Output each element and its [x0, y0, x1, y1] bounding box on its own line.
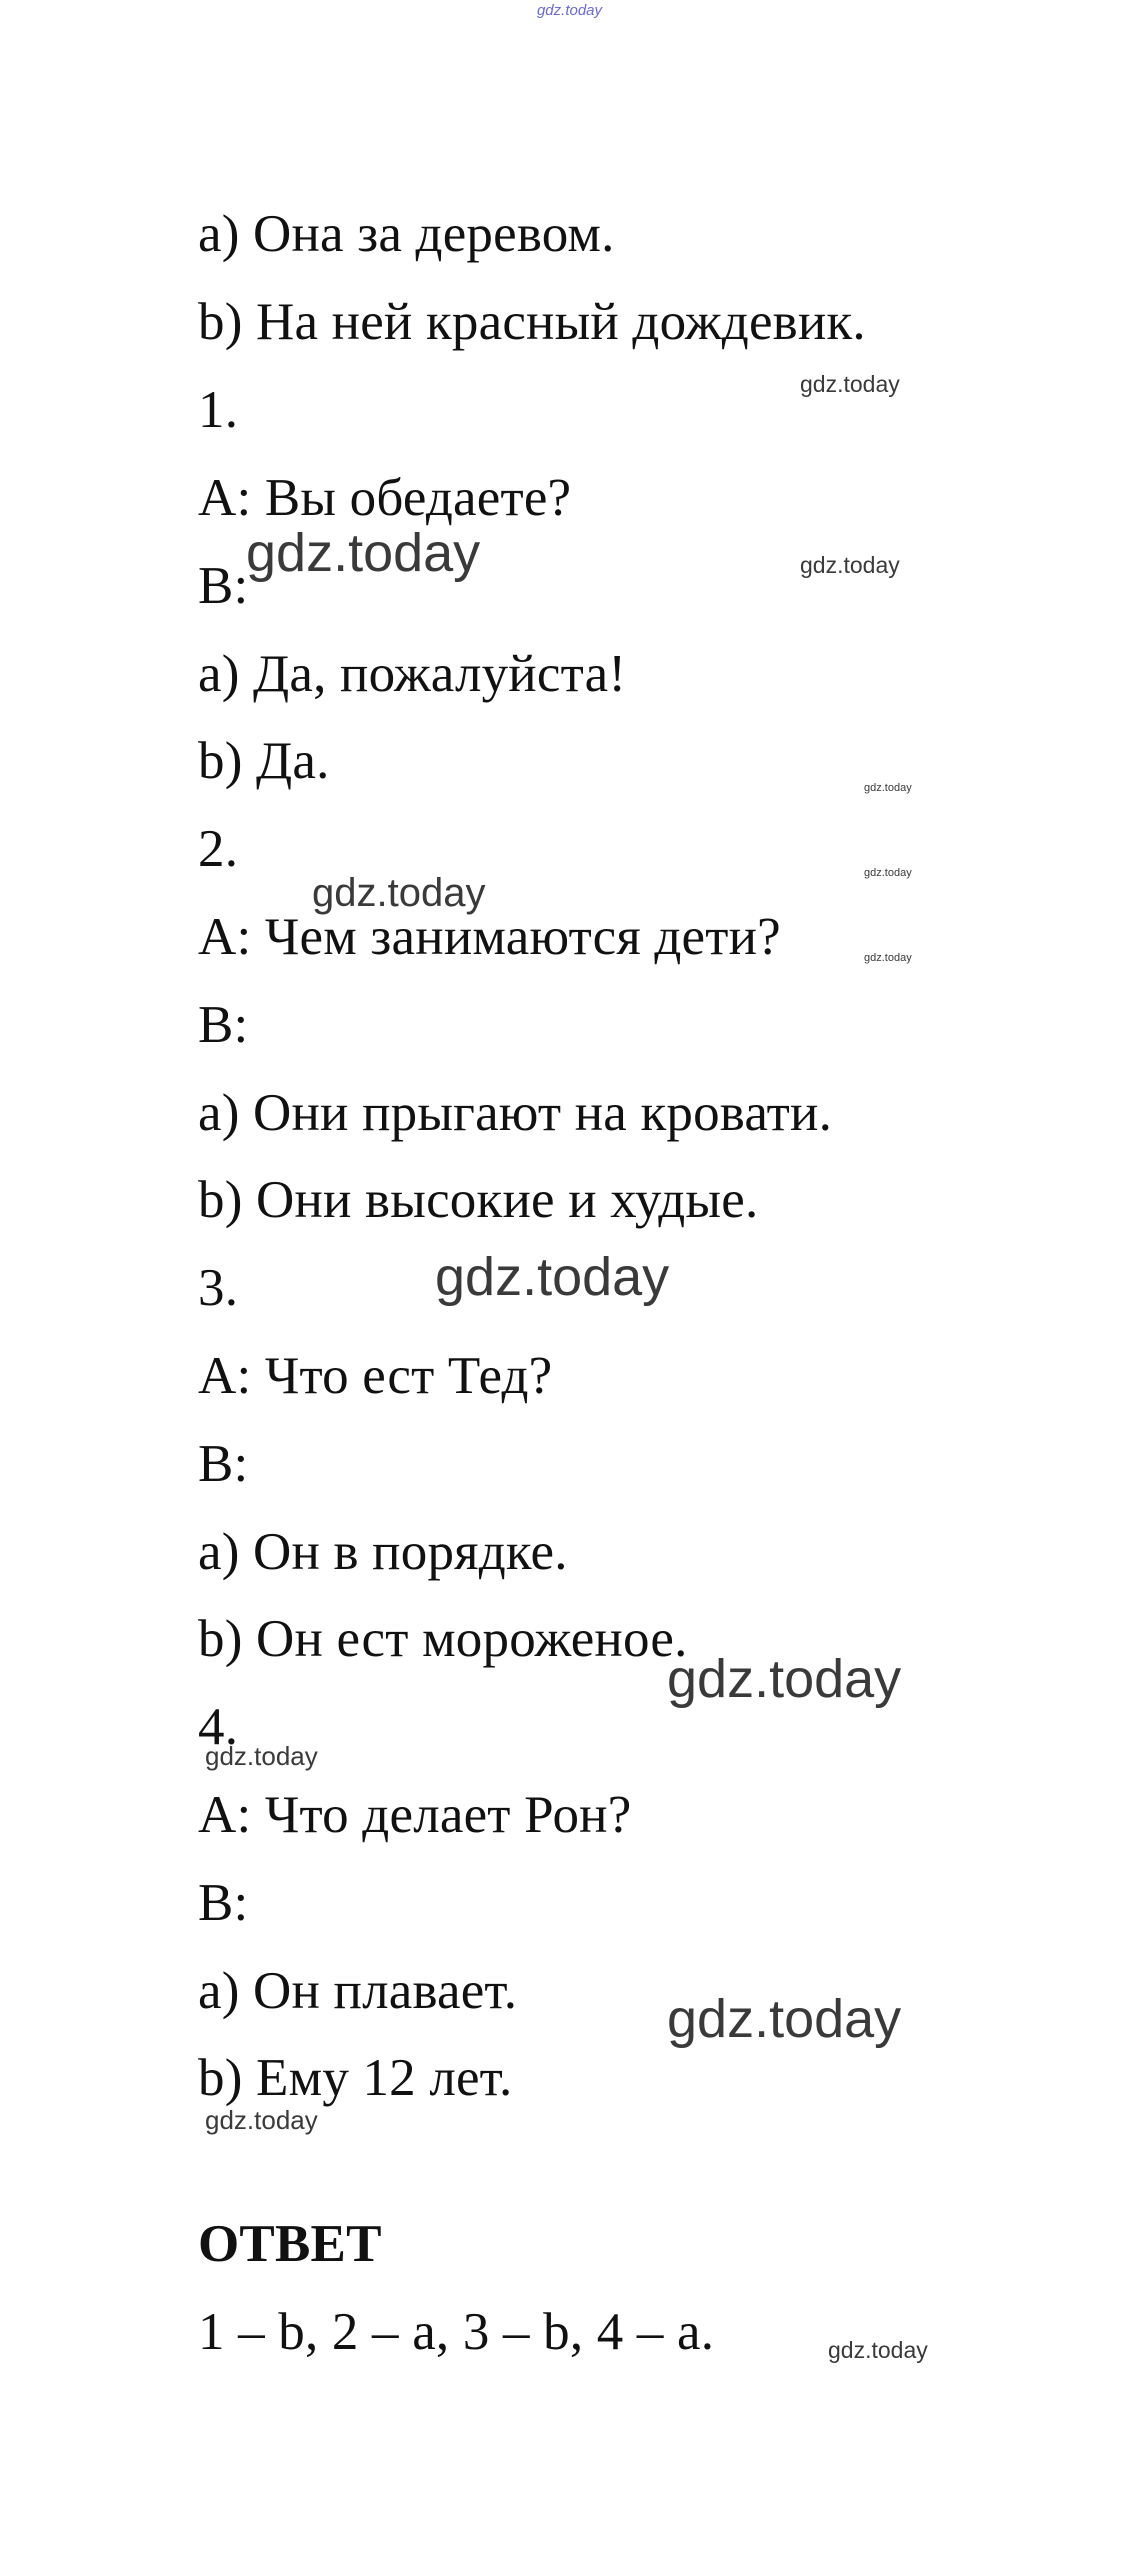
watermark: gdz.today [312, 871, 486, 915]
watermark: gdz.today [800, 552, 900, 578]
option-line: b) Они высокие и худые. [198, 1171, 759, 1229]
option-line: a) Да, пожалуйста! [198, 645, 627, 703]
watermark: gdz.today [864, 867, 912, 879]
watermark: gdz.today [435, 1247, 670, 1307]
watermark: gdz.today [246, 523, 481, 583]
answer-line: 1 – b, 2 – a, 3 – b, 4 – a. [198, 2303, 715, 2361]
watermark: gdz.today [864, 952, 912, 964]
watermark: gdz.today [800, 371, 900, 397]
answer-heading: ОТВЕТ [198, 2215, 382, 2273]
question-line: A: Чем занимаются дети? [198, 908, 781, 966]
question-line: A: Что делает Рон? [198, 1786, 632, 1844]
option-line: a) Они прыгают на кровати. [198, 1084, 833, 1142]
option-line: b) Да. [198, 732, 330, 790]
question-number: 3. [198, 1259, 239, 1317]
header-watermark: gdz.today [536, 2, 603, 19]
response-label: B: [198, 1435, 249, 1493]
watermark: gdz.today [828, 2337, 928, 2363]
option-line: b) Ему 12 лет. [198, 2049, 513, 2107]
question-number: 4. [198, 1698, 239, 1756]
option-line: a) Он плавает. [198, 1962, 518, 2020]
question-line: A: Что ест Тед? [198, 1347, 553, 1405]
watermark: gdz.today [205, 2105, 318, 2135]
watermark: gdz.today [667, 1989, 902, 2049]
option-line: b) Он ест мороженое. [198, 1610, 688, 1668]
text-line: a) Она за деревом. [198, 205, 615, 263]
question-line: A: Вы обедаете? [198, 469, 572, 527]
watermark: gdz.today [864, 782, 912, 794]
question-number: 1. [198, 381, 239, 439]
watermark: gdz.today [667, 1649, 902, 1709]
response-label: B: [198, 996, 249, 1054]
watermark: gdz.today [205, 1741, 318, 1771]
option-line: a) Он в порядке. [198, 1523, 568, 1581]
question-number: 2. [198, 820, 239, 878]
response-label: B: [198, 1874, 249, 1932]
response-label: B: [198, 557, 249, 615]
text-line: b) На ней красный дождевик. [198, 293, 866, 351]
